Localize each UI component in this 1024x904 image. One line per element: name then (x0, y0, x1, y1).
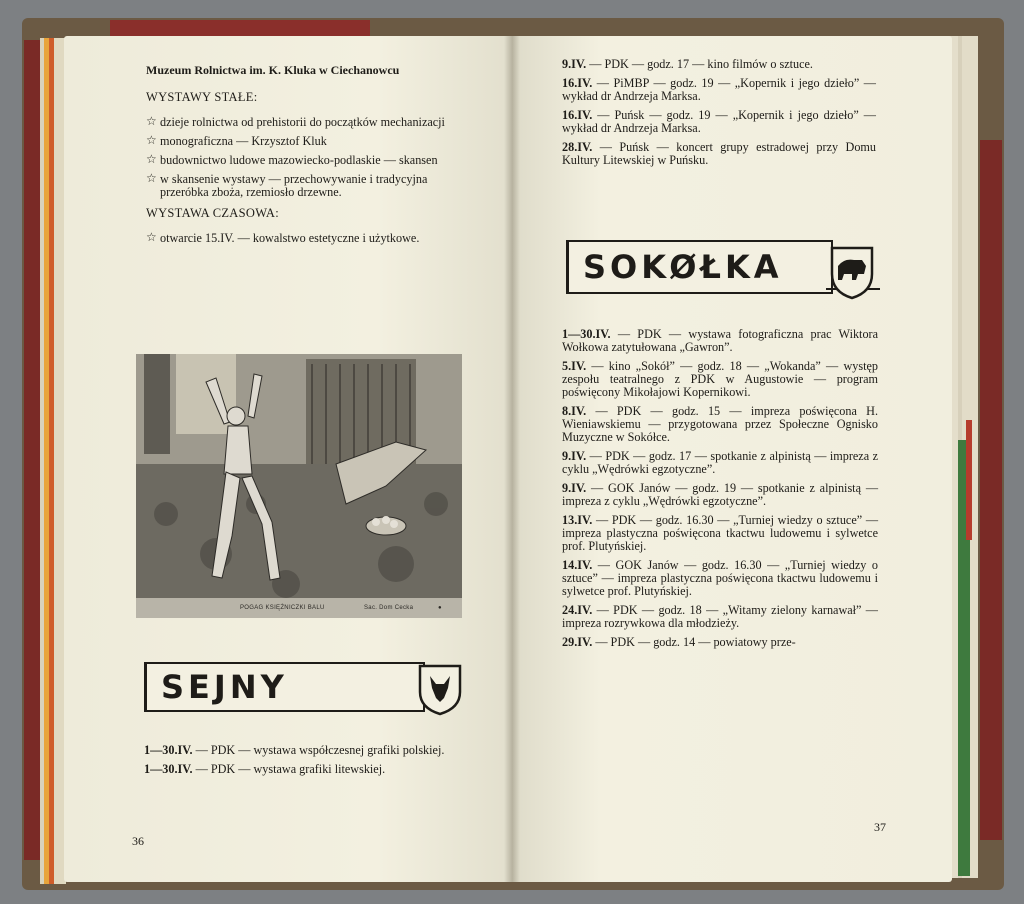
banner-underline (322, 710, 420, 712)
page-number: 37 (874, 820, 886, 834)
photo-caption-bar (136, 598, 462, 618)
list-item: 29.IV. — PDK — godz. 14 — powiatowy prze- (562, 635, 796, 649)
permanent-exhibitions-list (146, 116, 460, 199)
list-item: 9.IV. — PDK — godz. 17 — spotkanie z alpinistą — impreza z cyklu „Wędrówki egzotyczne”. (562, 449, 879, 476)
list-item: 8.IV. — PDK — godz. 15 — impreza poświęcona H. Wieniawskiemu — przygotowana przez Społeczne Ognisko Muzyczne w Sokółce. (562, 404, 879, 444)
cover-binding-right (980, 140, 1002, 840)
list-item: 13.IV. — PDK — godz. 16.30 — „Turniej wiedzy o sztuce” — impreza plastyczna poświęcona tkactwu ludowemu i sylwetce prof. Plutyńskiej. (562, 513, 879, 553)
sokolka-coat-of-arms-icon (828, 244, 876, 300)
list-item: ☆ otwarcie 15.IV. — kowalstwo estetyczne i użytkowe. (146, 230, 420, 245)
sokolka-events (562, 328, 878, 655)
dancer-photo-illustration (136, 354, 462, 618)
museum-heading: Muzeum Rolnictwa im. K. Kluka w Ciechanowcu (146, 63, 400, 77)
temporary-exhibition-label: WYSTAWA CZASOWA: (146, 206, 280, 220)
star-bullet-icon: ☆ (146, 230, 157, 244)
photo-caption-left: POGAG KSIĘŻNICZKI BALU (240, 605, 325, 611)
list-item: 9.IV. — GOK Janów — godz. 19 — spotkanie z alpinistą — impreza z cyklu „Wędrówki egzotyczne”. (562, 481, 879, 508)
right-page-top-events (562, 58, 876, 173)
list-item: 16.IV. — PiMBP — godz. 19 — „Kopernik i jego dzieło” — wykład dr Andrzeja Marksa. (562, 76, 876, 103)
list-item: 9.IV. — PDK — godz. 17 — kino filmów o sztuce. (562, 57, 813, 71)
photo-caption-mid: Sac. Dom Cecka (364, 605, 414, 611)
sejny-coat-of-arms-icon (416, 662, 464, 716)
list-item: ☆ w skansenie wystawy — przechowywanie i tradycyjna przeróbka zboża, rzemiosło drzewne. (146, 171, 428, 199)
section-title: SEJNY (144, 662, 425, 712)
left-page (64, 36, 512, 882)
page-edge-tab-red (966, 420, 972, 540)
sejny-events (144, 744, 456, 782)
list-item: ☆ monograficzna — Krzysztof Kluk (146, 133, 327, 148)
list-item: 28.IV. — Puńsk — koncert grupy estradowej przy Domu Kultury Litewskiej w Puńsku. (562, 140, 877, 167)
photo-mark-icon: ● (438, 605, 442, 611)
list-item: ☆ dzieje rolnictwa od prehistorii do początków mechanizacji (146, 114, 445, 129)
star-bullet-icon: ☆ (146, 133, 157, 147)
page-edges-left (40, 38, 66, 884)
page-number: 36 (132, 834, 144, 848)
left-page-text (146, 64, 460, 251)
section-title: SOKØŁKA (566, 240, 833, 294)
book-gutter (504, 36, 520, 882)
list-item: 1—30.IV. — PDK — wystawa współczesnej grafiki polskiej. (144, 743, 445, 757)
dancer-photo (136, 354, 462, 618)
list-item: 1—30.IV. — PDK — wystawa fotograficzna prac Wiktora Wołkowa zatytułowana „Gawron”. (562, 327, 879, 354)
star-bullet-icon: ☆ (146, 171, 157, 185)
list-item: ☆ budownictwo ludowe mazowiecko-podlaskie — skansen (146, 152, 438, 167)
list-item: 24.IV. — PDK — godz. 18 — „Witamy zielony karnawał” — impreza rozrywkowa dla młodzieży. (562, 603, 878, 630)
right-page (512, 36, 952, 882)
list-item: 1—30.IV. — PDK — wystawa grafiki litewskiej. (144, 762, 386, 776)
star-bullet-icon: ☆ (146, 114, 157, 128)
list-item: 14.IV. — GOK Janów — godz. 16.30 — „Turniej wiedzy o sztuce” — impreza plastyczna poświęcona tkactwu ludowemu i sylwetce prof. Plutyńskiej. (562, 558, 878, 598)
list-item: 5.IV. — kino „Sokół” — godz. 18 — „Wokanda” — występ zespołu teatralnego z PDK w Augustowie — program poświęcony Mikołajowi Kopernikowi. (562, 359, 878, 399)
star-bullet-icon: ☆ (146, 152, 157, 166)
list-item: 16.IV. — Puńsk — godz. 19 — „Kopernik i jego dzieło” — wykład dr Andrzeja Marksa. (562, 108, 876, 135)
permanent-exhibitions-label: WYSTAWY STAŁE: (146, 90, 258, 104)
